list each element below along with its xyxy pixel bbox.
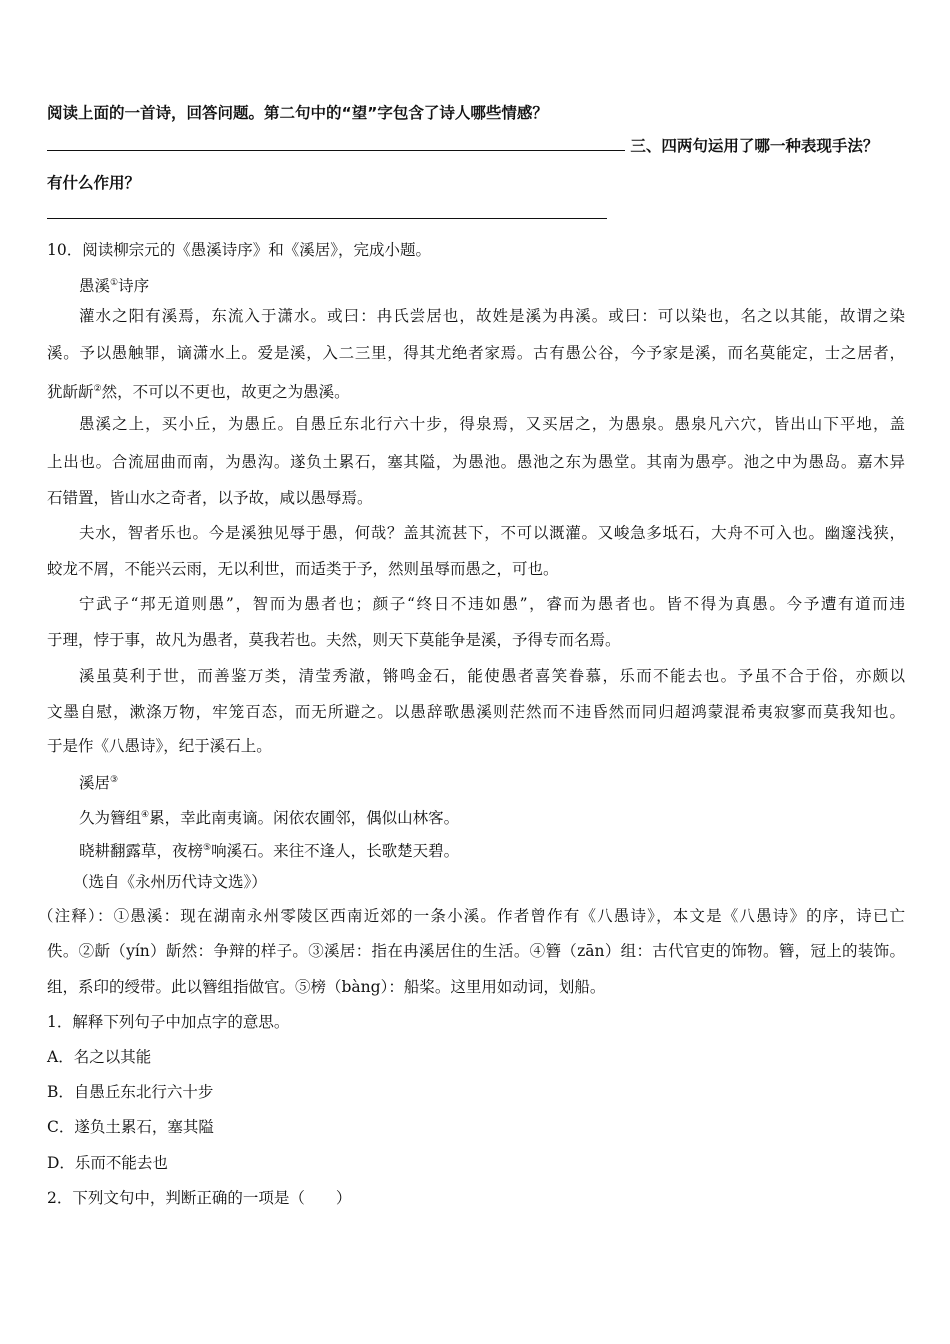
paragraph-1-line — [47, 379, 905, 402]
title-text: 愚溪 — [79, 277, 111, 296]
title-text: 诗序 — [118, 277, 150, 296]
answer-blank-1[interactable] — [47, 136, 625, 151]
source-citation: （选自《永州历代诗文选》） — [73, 873, 267, 891]
notes-line: 佚。②龂（yín）龂然：争辩的样子。③溪居：指在冉溪居住的生活。④簪（zān）组：古代官吏的饰物。簪，冠上的装饰。 — [47, 942, 905, 960]
footnote-mark: ④ — [141, 810, 150, 820]
sub-question-1: 1．解释下列句子中加点字的意思。 — [47, 1013, 290, 1031]
question-10-intro: 10．阅读柳宗元的《愚溪诗序》和《溪居》，完成小题。 — [47, 241, 431, 259]
paragraph-5-line: 于是作《八愚诗》，纪于溪石上。 — [47, 737, 272, 755]
text-title-2 — [47, 770, 905, 793]
poem-line — [47, 838, 905, 861]
footnote-mark: ② — [93, 384, 102, 394]
paragraph-2-line: 上出也。合流屈曲而南，为愚沟。遂负土累石，塞其隘，为愚池。愚池之东为愚堂。其南为愚亭。池之中为愚岛。嘉木异 — [47, 453, 905, 471]
paragraph-3-line: 蛟龙不屑，不能兴云雨，无以利世，而适类于予，然则虽辱而愚之，可也。 — [47, 560, 559, 578]
paragraph-1-line: 溪。予以愚触罪，谪潇水上。爱是溪，入二三里，得其尤绝者家焉。古有愚公谷，今予家是溪，而名莫能定，士之居者， — [47, 344, 905, 362]
paragraph-4-line: 于理，悖于事，故凡为愚者，莫我若也。夫然，则天下莫能争是溪，予得专而名焉。 — [47, 631, 621, 649]
option-c: C．遂负土累石，塞其隘 — [47, 1118, 214, 1136]
text: 晓耕翻露草，夜榜 — [79, 842, 204, 861]
answer-line-2[interactable] — [47, 204, 905, 224]
answer-blank-2[interactable] — [47, 204, 607, 219]
option-a: A．名之以其能 — [47, 1048, 152, 1066]
notes-line: 组，系印的绶带。此以簪组指做官。⑤榜（bàng）：船桨。这里用如动词，划船。 — [47, 978, 606, 996]
text: 响溪石。来往不逢人，长歌楚天碧。 — [211, 842, 460, 861]
footnote-mark: ① — [110, 278, 119, 288]
paragraph-2-line: 石错置，皆山水之奇者，以予故，咸以愚辱焉。 — [47, 489, 373, 507]
paragraph-5-line: 溪虽莫利于世，而善鉴万类，清莹秀澈，锵鸣金石，能使愚者喜笑眷慕，乐而不能去也。予虽不合于俗，亦颇以 — [79, 667, 905, 685]
text-title-1 — [47, 273, 905, 296]
sub-question-2: 2．下列文句中，判断正确的一项是（ ） — [47, 1189, 352, 1207]
paragraph-2-line: 愚溪之上，买小丘，为愚丘。自愚丘东北行六十步，得泉焉，又买居之，为愚泉。愚泉凡六穴，皆出山下平地，盖 — [79, 415, 905, 433]
text: 累，幸此南夷谪。闲依农圃邻，偶似山林客。 — [149, 809, 460, 828]
text: 然，不可以不更也，故更之为愚溪。 — [101, 383, 350, 402]
question-9-line2 — [47, 136, 905, 156]
question-9-part2: 三、四两句运用了哪一种表现手法？ — [630, 137, 879, 155]
option-d: D．乐而不能去也 — [47, 1154, 168, 1172]
option-b: B．自愚丘东北行六十步 — [47, 1083, 214, 1101]
paragraph-4-line: 宁武子“邦无道则愚”，智而为愚者也；颜子“终日不违如愚”，睿而为愚者也。皆不得为真愚。今予遭有道而违 — [79, 595, 905, 613]
paragraph-3-line: 夫水，智者乐也。今是溪独见辱于愚，何哉？盖其流甚下，不可以溉灌。又峻急多坻石，大舟不可入也。幽邃浅狭， — [79, 524, 905, 542]
paragraph-1-line: 灌水之阳有溪焉，东流入于潇水。或曰：冉氏尝居也，故姓是溪为冉溪。或曰：可以染也，名之以其能，故谓之染 — [79, 307, 905, 325]
footnote-mark: ⑤ — [203, 843, 212, 853]
paragraph-5-line: 文墨自慰，漱涤万物，牢笼百态，而无所避之。以愚辞歌愚溪则茫然而不违昏然而同归超鸿蒙混希夷寂寥而莫我知也。 — [47, 703, 905, 721]
question-9-prompt: 阅读上面的一首诗，回答问题。第二句中的“望”字包含了诗人哪些情感？ — [47, 104, 548, 122]
text: 久为簪组 — [79, 809, 142, 828]
poem-line — [47, 805, 905, 828]
footnote-mark: ③ — [110, 775, 119, 785]
notes-line: （注释）：①愚溪：现在湖南永州零陵区西南近郊的一条小溪。作者曾作有《八愚诗》，本文是《八愚诗》的序，诗已亡 — [38, 907, 905, 925]
question-9-part3: 有什么作用？ — [47, 174, 141, 192]
title-text: 溪居 — [79, 774, 111, 793]
text: 犹龂龂 — [47, 383, 94, 402]
